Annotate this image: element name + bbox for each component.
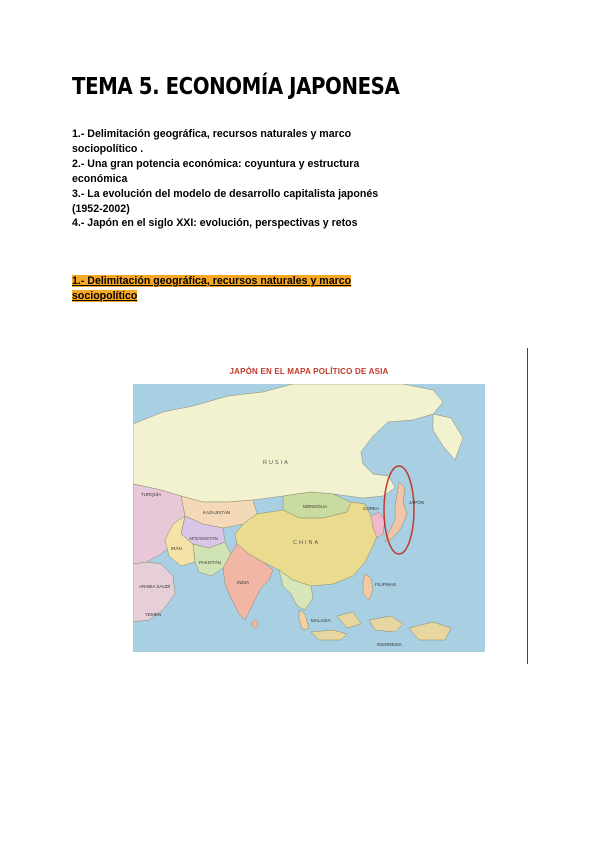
toc-item: 3.- La evolución del modelo de desarrollo capitalista japonés (1952-2002) (72, 187, 379, 215)
toc-item: 1.- Delimitación geográfica, recursos naturales y marco sociopolítico . (72, 128, 352, 155)
map-label: FILIPINAS (375, 582, 397, 587)
map-label: PAKISTÁN (199, 560, 221, 565)
map-label: JAPÓN (409, 500, 425, 505)
map-label: AFGANISTÁN (189, 536, 218, 541)
vertical-divider (527, 348, 528, 664)
map-label: INDONESIA (377, 642, 402, 647)
table-of-contents (72, 127, 382, 231)
map-label: INDIA (237, 580, 250, 585)
map-label: CHINA (293, 540, 321, 546)
map-label: ARABIA SAUDÍ (139, 584, 171, 589)
page-title: TEMA 5. ECONOMÍA JAPONESA (72, 74, 400, 100)
map-illustration (133, 384, 485, 652)
map-label: MONGOLIA (303, 504, 328, 509)
section-heading-text: 1.- Delimitación geográfica, recursos naturales y marco sociopolítico (72, 275, 352, 302)
toc-item: 2.- Una gran potencia económica: coyuntura y estructura económica (72, 157, 360, 185)
map-label: YEMEN (145, 612, 162, 617)
sri-lanka-region (252, 620, 258, 628)
asia-political-map (133, 360, 485, 652)
map-label: KAZAJISTÁN (203, 510, 231, 515)
map-label: RUSIA (263, 460, 290, 466)
map-label: MALASIA (311, 618, 331, 623)
map-label: IRÁN (171, 546, 182, 551)
section-heading (72, 274, 372, 304)
map-title: JAPÓN EN EL MAPA POLÍTICO DE ASIA (229, 367, 389, 376)
toc-item: 4.- Japón en el siglo XXI: evolución, perspectivas y retos (72, 217, 358, 230)
map-label: TURQUÍA (141, 492, 162, 497)
map-label: COREA (363, 506, 380, 511)
